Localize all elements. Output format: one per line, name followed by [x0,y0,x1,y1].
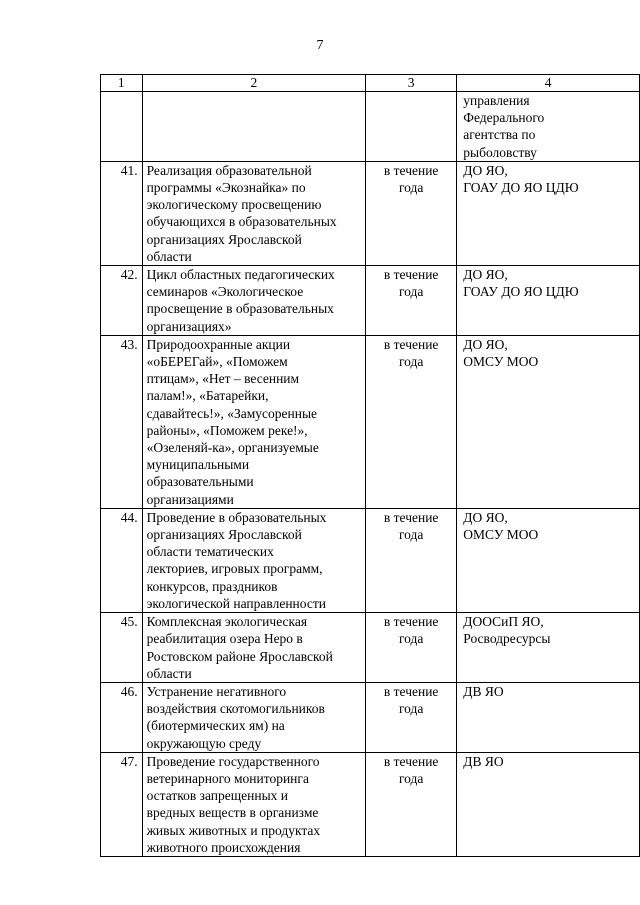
term-line: в течение [383,267,439,283]
executor-line: ДООСиП ЯО, [463,614,544,630]
activity-name-line: «оБЕРЕГай», «Поможем [146,354,288,370]
term [366,682,457,752]
executor-cell [457,92,640,162]
activity-name-line: области тематических [146,544,274,560]
term-line: года [398,527,424,543]
activity-name-line: живых животных и продуктах [146,822,321,838]
activity-name [142,682,365,752]
activity-name-line: Цикл областных педагогических [146,267,335,283]
activity-name-line: просвещение в образовательных [146,301,334,317]
executor-line: ДО ЯО, [463,336,508,352]
activity-name-line: (биотермических ям) на [146,718,285,734]
activity-name-line: организациях» [146,318,232,334]
executor-line: ДО ЯО, [463,267,508,283]
activity-name-line: Устранение негативного [146,683,287,699]
term [366,613,457,683]
table-row [101,613,640,683]
executor-line: Росводресурсы [463,631,551,647]
row-number: 47. [101,752,143,856]
activity-name-line: вредных веществ в организме [146,805,319,821]
activity-name-line: палам!», «Батарейки, [146,388,269,404]
executor [457,613,640,683]
executor-line: ГОАУ ДО ЯО ЦДЮ [463,180,579,196]
row-number: 46. [101,682,143,752]
executor [457,508,640,612]
term-line: года [398,180,424,196]
table-row [101,335,640,508]
table-row [101,752,640,856]
activity-name-line: животного происхождения [146,839,301,855]
activity-name-line: организациях Ярославской [146,527,302,543]
executor-line: ДО ЯО, [463,509,508,525]
term-line: в течение [383,162,439,178]
table-row [101,682,640,752]
name-cell [142,92,365,162]
term [366,752,457,856]
header-row [101,75,640,92]
term-line: года [398,354,424,370]
activity-name [142,613,365,683]
row-number: 43. [101,335,143,508]
executor-line: ДВ ЯО [463,683,504,699]
activity-name-line: птицам», «Нет – весенним [146,371,300,387]
executor-line: ДВ ЯО [463,753,504,769]
activity-name-line: ветеринарного мониторинга [146,770,309,786]
term-line: в течение [383,753,439,769]
plan-table-body [101,75,640,857]
term [366,161,457,265]
activity-name-line: реабилитация озера Неро в [146,631,303,647]
activity-name-line: программы «Экознайка» по [146,180,306,196]
term-cell [366,92,457,162]
executor [457,161,640,265]
executor-line: Федерального [463,110,545,126]
activity-name-line: экологической направленности [146,595,326,611]
term [366,266,457,336]
activity-name [142,335,365,508]
term-line: в течение [383,683,439,699]
row-number: 44. [101,508,143,612]
term-line: в течение [383,509,439,525]
continuation-row [101,92,640,162]
plan-table [100,74,640,857]
activity-name-line: лекториев, игровых программ, [146,561,323,577]
activity-name-line: организациях Ярославской [146,231,302,247]
row-number: 41. [101,161,143,265]
header-col-1: 1 [101,75,143,92]
term-line: в течение [383,614,439,630]
term-line: года [398,284,424,300]
activity-name [142,752,365,856]
activity-name-line: области [146,248,192,264]
activity-name-line: организациями [146,491,234,507]
activity-name-line: Ростовском районе Ярославской [146,648,333,664]
activity-name-line: Проведение в образовательных [146,509,327,525]
num-cell [101,92,143,162]
executor-line: ОМСУ МОО [463,354,539,370]
executor [457,682,640,752]
header-col-3: 3 [366,75,457,92]
activity-name-line: семинаров «Экологическое [146,284,304,300]
activity-name-line: «Озеленяй-ка», организуемые [146,440,319,456]
activity-name-line: остатков запрещенных и [146,788,289,804]
activity-name-line: образовательными [146,474,254,490]
activity-name-line: обучающихся в образовательных [146,214,337,230]
executor [457,266,640,336]
activity-name-line: Природоохранные акции [146,336,291,352]
executor-line: ДО ЯО, [463,162,508,178]
term-line: года [398,631,424,647]
activity-name-line: районы», «Поможем реке!», [146,422,308,438]
activity-name-line: воздействия скотомогильников [146,701,325,717]
row-number: 45. [101,613,143,683]
activity-name [142,161,365,265]
row-number: 42. [101,266,143,336]
table-row [101,266,640,336]
activity-name [142,266,365,336]
activity-name-line: Проведение государственного [146,753,320,769]
term-line: года [398,770,424,786]
activity-name-line: Комплексная экологическая [146,614,308,630]
activity-name [142,508,365,612]
executor-line: агентства по [463,127,536,143]
executor [457,335,640,508]
activity-name-line: конкурсов, праздников [146,578,278,594]
header-col-2: 2 [142,75,365,92]
executor [457,752,640,856]
executor-line: рыболовству [463,144,537,160]
activity-name-line: окружающую среду [146,735,262,751]
activity-name-line: сдавайтесь!», «Замусоренные [146,405,318,421]
executor-line: ГОАУ ДО ЯО ЦДЮ [463,284,579,300]
executor-line: управления [463,93,530,108]
executor-line: ОМСУ МОО [463,527,539,543]
activity-name-line: муниципальными [146,457,250,473]
header-col-4: 4 [457,75,640,92]
activity-name-line: Реализация образовательной [146,162,312,178]
term [366,335,457,508]
term-line: года [398,701,424,717]
term [366,508,457,612]
activity-name-line: экологическому просвещению [146,197,322,213]
term-line: в течение [383,336,439,352]
table-row [101,161,640,265]
table-row [101,508,640,612]
page-number: 7 [316,38,324,53]
activity-name-line: области [146,665,192,681]
